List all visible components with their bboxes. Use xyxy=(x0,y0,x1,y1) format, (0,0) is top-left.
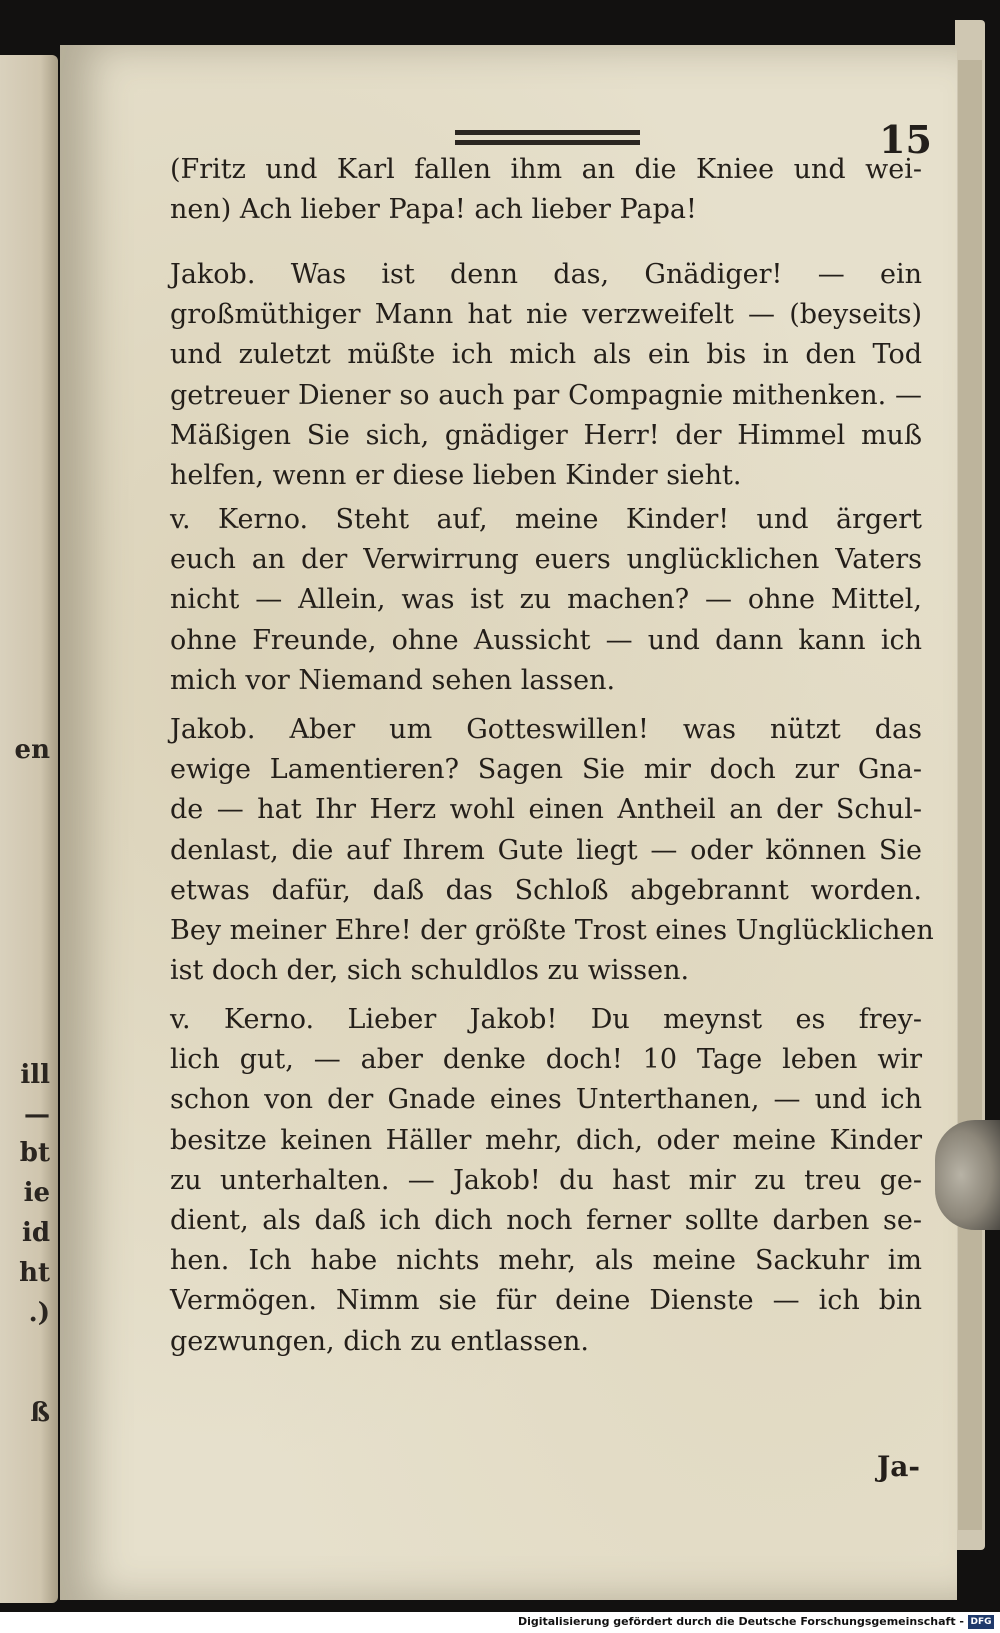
text-line: etwas dafür, daß das Schloß abgebrannt worden. xyxy=(170,874,922,906)
text-line: Bey meiner Ehre! der größte Trost eines Unglücklichen xyxy=(170,915,934,947)
text-line: nicht — Allein, was ist zu machen? — ohne Mittel, xyxy=(170,584,922,616)
text-line: dient, als daß ich dich noch ferner sollte darben se- xyxy=(170,1205,922,1237)
text-line: ist doch der, sich schuldlos zu wissen. xyxy=(170,955,690,987)
paragraph-jakob-2 xyxy=(170,710,934,991)
margin-fragment: bt xyxy=(19,1138,50,1168)
text-line: hen. Ich habe nichts mehr, als meine Sackuhr im xyxy=(170,1245,922,1277)
text-line: lich gut, — aber denke doch! 10 Tage leben wir xyxy=(170,1044,922,1076)
text-line: Jakob. Was ist denn das, Gnädiger! — ein xyxy=(170,259,922,290)
text-line: Jakob. Aber um Gotteswillen! was nützt das xyxy=(170,714,922,745)
page-number: 15 xyxy=(879,117,932,162)
text-line: v. Kerno. Lieber Jakob! Du meynst es frey- xyxy=(170,1004,922,1035)
text-line: gezwungen, dich zu entlassen. xyxy=(170,1325,590,1357)
margin-fragment: id xyxy=(21,1218,50,1248)
page-edge xyxy=(958,60,982,1530)
text-line: mich vor Niemand sehen lassen. xyxy=(170,664,616,696)
footer-bar xyxy=(0,1612,1000,1633)
text-line: helfen, wenn er diese lieben Kinder sieht. xyxy=(170,460,742,492)
text-line: Mäßigen Sie sich, gnädiger Herr! der Himmel muß xyxy=(170,419,922,451)
text-line: denlast, die auf Ihrem Gute liegt — oder können Sie xyxy=(170,834,922,866)
paragraph-jakob-1 xyxy=(170,255,922,496)
text-line: und zuletzt müßte ich mich als ein bis in den Tod xyxy=(170,339,922,371)
left-facing-page xyxy=(0,55,58,1603)
header-ornament-rule xyxy=(455,130,640,150)
text-line: ewige Lamentieren? Sagen Sie mir doch zur Gna- xyxy=(170,754,922,786)
text-line: euch an der Verwirrung euers unglücklichen Vaters xyxy=(170,544,922,576)
catchword: Ja- xyxy=(876,1450,920,1483)
margin-fragment: ß xyxy=(30,1398,50,1428)
margin-fragment: ill xyxy=(20,1060,50,1090)
text-line: (Fritz und Karl fallen ihm an die Kniee und wei- xyxy=(170,154,922,185)
paragraph-kerno-1 xyxy=(170,500,922,701)
footer-credit: Digitalisierung gefördert durch die Deutsche Forschungsgemeinschaft - xyxy=(517,1615,964,1628)
text-line: nen) Ach lieber Papa! ach lieber Papa! xyxy=(170,194,697,226)
paragraph-stage-direction xyxy=(170,150,922,230)
text-line: de — hat Ihr Herz wohl einen Antheil an der Schul- xyxy=(170,794,922,826)
text-line: schon von der Gnade eines Unterthanen, — und ich xyxy=(170,1084,922,1116)
text-line: Vermögen. Nimm sie für deine Dienste — ich bin xyxy=(170,1285,922,1317)
text-line: zu unterhalten. — Jakob! du hast mir zu treu ge- xyxy=(170,1164,922,1196)
book-page xyxy=(60,45,957,1600)
margin-fragment: ht xyxy=(19,1258,50,1288)
margin-fragment: en xyxy=(14,735,50,765)
paragraph-kerno-2 xyxy=(170,1000,922,1362)
page-clip xyxy=(935,1120,1000,1230)
text-line: v. Kerno. Steht auf, meine Kinder! und ärgert xyxy=(170,504,922,535)
text-line: besitze keinen Häller mehr, dich, oder meine Kinder xyxy=(170,1124,922,1156)
margin-fragment: — xyxy=(24,1100,50,1130)
dfg-logo: DFG xyxy=(968,1615,994,1629)
text-line: ohne Freunde, ohne Aussicht — und dann kann ich xyxy=(170,624,922,656)
text-line: großmüthiger Mann hat nie verzweifelt — (beyseits) xyxy=(170,299,922,331)
margin-fragment: ie xyxy=(23,1178,50,1208)
margin-fragment: .) xyxy=(28,1298,50,1328)
text-line: getreuer Diener so auch par Compagnie mithenken. — xyxy=(170,379,922,411)
